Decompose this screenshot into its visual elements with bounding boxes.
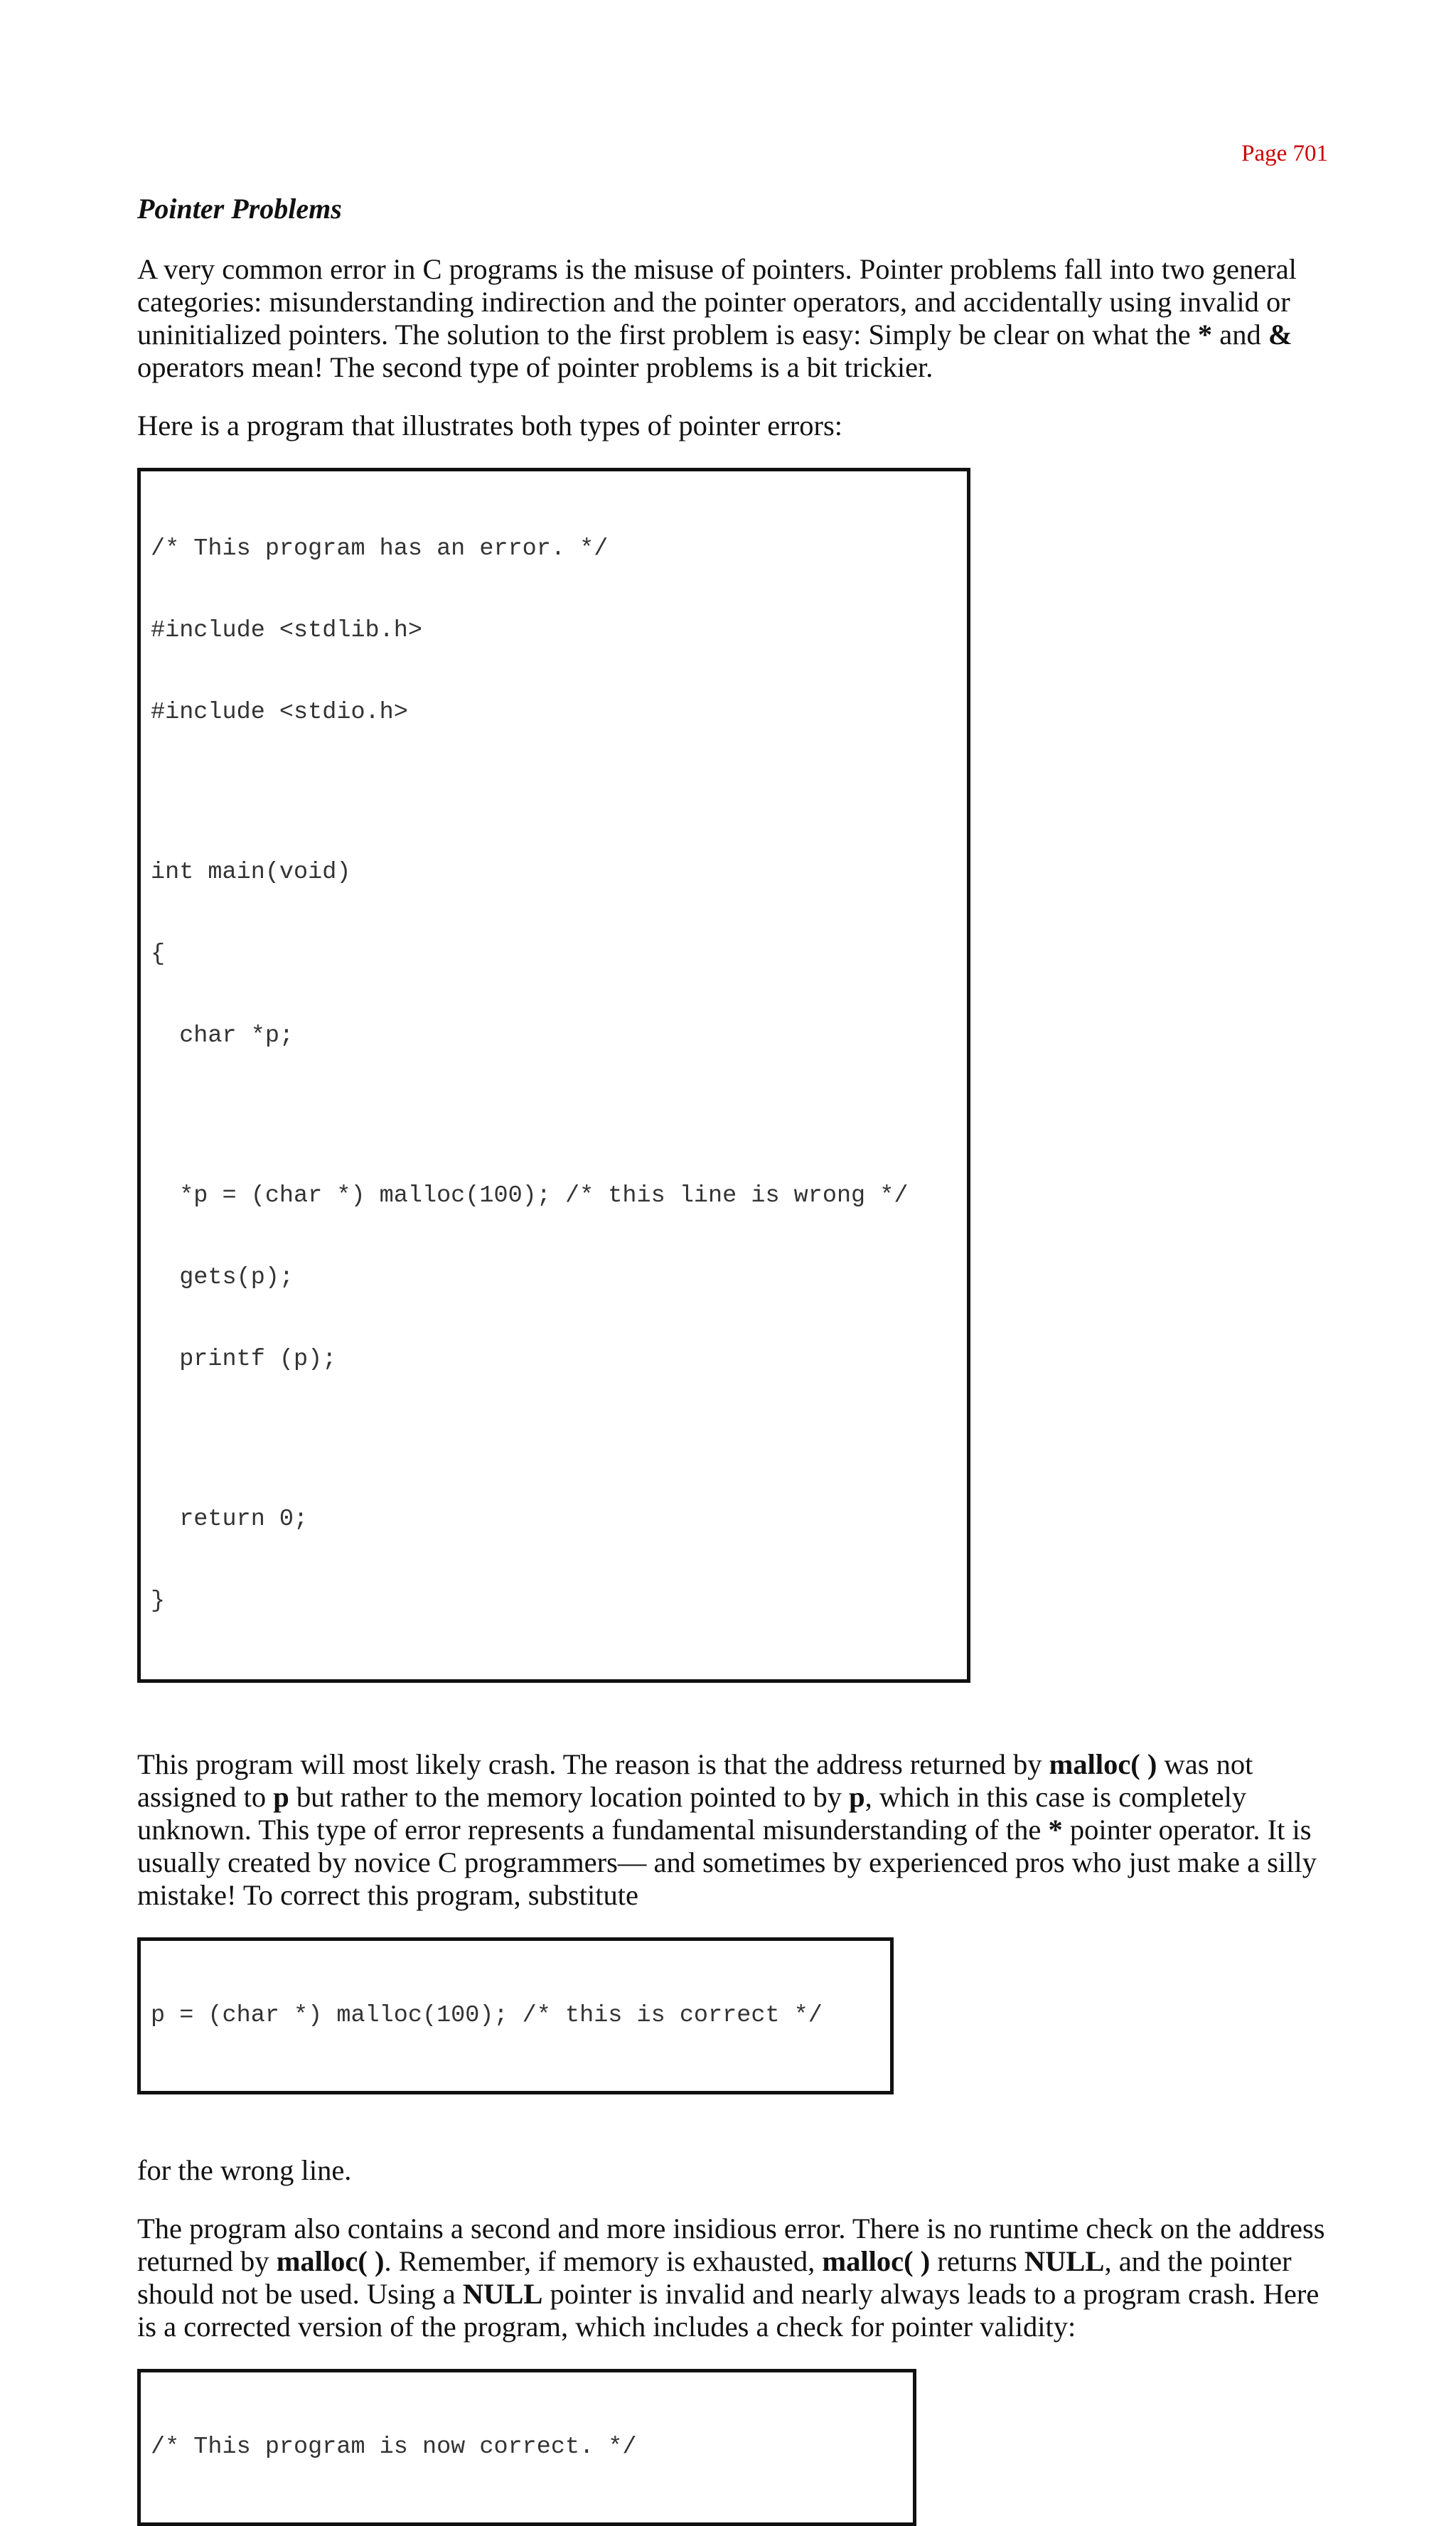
page-content — [137, 192, 1339, 2526]
code-listing-correction — [137, 1937, 894, 2094]
paragraph-second-error: The program also contains a second and more insidious error. There is no runtime check on the address returned by malloc( ). Remember, if memory is exhausted, malloc( ) returns NULL, and the pointer should not be used. Using a NULL pointer is invalid and nearly always leads to a program crash. Here is a corrected version of the program, which includes a check for pointer validity: — [137, 2212, 1325, 2343]
code-line — [151, 1104, 957, 1128]
code-line: p = (char *) malloc(100); /* this is correct */ — [151, 2002, 823, 2029]
code-line: int main(void) — [151, 859, 351, 886]
code-line: /* This program has an error. */ — [151, 535, 609, 562]
code-line: #include <stdio.h> — [151, 699, 408, 726]
paragraph-wrong-line: for the wrong line. — [137, 2154, 352, 2186]
code-line: /* This program is now correct. */ — [151, 2434, 637, 2461]
code-line: printf (p); — [151, 1346, 337, 1373]
code-line: *p = (char *) malloc(100); /* this line is wrong */ — [151, 1182, 909, 1209]
paragraph-crash-explanation: This program will most likely crash. The reason is that the address returned by malloc( ) was not assigned to p but rather to the memory location pointed to by p, which in this case is completely unknown. This type of error represents a fundamental misunderstanding of the * pointer operator. It is usually created by novice C programmers— and sometimes by experienced pros who just make a silly mistake! To correct this program, substitute — [137, 1748, 1317, 1911]
page-number: Page 701 — [1241, 141, 1328, 166]
code-line — [151, 781, 957, 805]
code-line: char *p; — [151, 1022, 294, 1049]
code-line: { — [151, 941, 166, 968]
code-line: #include <stdlib.h> — [151, 617, 422, 644]
code-line: } — [151, 1588, 166, 1615]
code-line: return 0; — [151, 1506, 309, 1533]
code-listing-error — [137, 468, 970, 1683]
code-listing-corrected-program — [137, 2369, 916, 2526]
section-title: Pointer Problems — [137, 193, 342, 225]
code-line — [151, 1428, 957, 1452]
paragraph-intro: A very common error in C programs is the misuse of pointers. Pointer problems fall into two general categories: misunderstanding indirection and the pointer operators, and accidentally using invalid or uninitialized pointers. The solution to the first problem is easy: Simply be clear on what the * and & operators mean! The second type of pointer problems is a bit trickier. — [137, 253, 1297, 383]
code-line: gets(p); — [151, 1264, 294, 1291]
paragraph-program-intro: Here is a program that illustrates both types of pointer errors: — [137, 410, 842, 441]
